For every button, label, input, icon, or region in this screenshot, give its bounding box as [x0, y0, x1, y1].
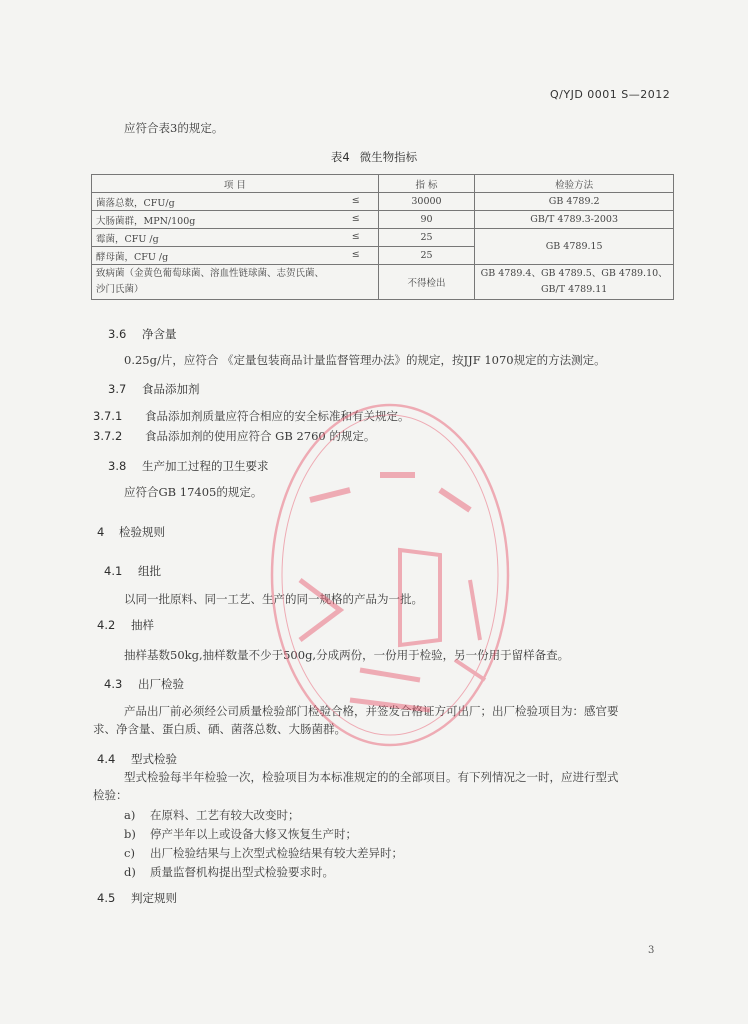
- list-marker: c): [124, 846, 135, 860]
- list-marker: a): [124, 808, 136, 822]
- section-title: 判定规则: [131, 891, 177, 905]
- item-label: 酵母菌，CFU /g: [96, 251, 169, 263]
- section-title: 型式检验: [131, 752, 177, 766]
- clause-text: 食品添加剂质量应符合相应的安全标准和有关规定。: [145, 409, 410, 423]
- section-title: 抽样: [131, 618, 154, 632]
- row-item: [92, 193, 379, 211]
- section-3-6-heading: [108, 326, 177, 342]
- section-4-3-heading: [104, 676, 184, 692]
- row-value: 90: [378, 211, 475, 229]
- section-4-5-heading: [97, 890, 177, 906]
- section-3-6-text: 0.25g/片，应符合 《定量包装商品计量监督管理办法》的规定，按JJF 1070规定的方法测定。: [124, 353, 606, 367]
- section-number: 3.7.2: [93, 429, 123, 443]
- intro-line: 应符合表3的规定。: [124, 121, 224, 135]
- row-value: 不得检出: [378, 265, 475, 300]
- table-row: [92, 193, 674, 211]
- section-4-2-text: 抽样基数50kg,抽样数量不少于500g,分成两份，一份用于检验，另一份用于留样备查。: [124, 648, 570, 662]
- header-item: 项 目: [92, 175, 379, 193]
- section-number: 4.2: [97, 618, 116, 632]
- table-caption: [0, 149, 748, 165]
- item-label: 霉菌，CFU /g: [96, 233, 159, 245]
- section-number: 4.1: [104, 564, 123, 578]
- section-number: 3.8: [108, 459, 127, 473]
- section-3-8-text: 应符合GB 17405的规定。: [124, 485, 263, 499]
- row-method: [475, 265, 674, 300]
- list-item: [124, 864, 334, 880]
- method-line1: GB 4789.4、GB 4789.5、GB 4789.10、: [480, 268, 668, 279]
- table-header-row: [92, 175, 674, 193]
- le-sign: ≤: [351, 231, 360, 242]
- section-4-1-text: 以同一批原料、同一工艺、生产的同一规格的产品为一批。: [124, 592, 423, 606]
- section-title: 出厂检验: [138, 677, 184, 691]
- row-value: 25: [378, 229, 475, 247]
- section-number: 3.6: [108, 327, 127, 341]
- table-row: [92, 265, 674, 300]
- section-title: 净含量: [142, 327, 177, 341]
- header-method: 检验方法: [475, 175, 674, 193]
- section-4-4-text-line2: 检验：: [93, 788, 128, 802]
- table-caption-number: 表4: [330, 150, 350, 164]
- section-4-4-heading: [97, 751, 177, 767]
- section-title: 食品添加剂: [142, 382, 200, 396]
- row-method: GB 4789.15: [475, 229, 674, 265]
- section-title: 组批: [138, 564, 161, 578]
- row-item: [92, 247, 379, 265]
- le-sign: ≤: [351, 249, 360, 260]
- clause-text: 食品添加剂的使用应符合 GB 2760 的规定。: [145, 429, 376, 443]
- section-title: 生产加工过程的卫生要求: [142, 459, 269, 473]
- table-row: [92, 229, 674, 247]
- list-marker: b): [124, 827, 136, 841]
- section-number: 4: [97, 525, 105, 539]
- microbiology-table: [91, 174, 674, 300]
- section-3-7-heading: [108, 381, 200, 397]
- list-marker: d): [124, 865, 136, 879]
- section-title: 检验规则: [119, 525, 165, 539]
- row-value: 25: [378, 247, 475, 265]
- header-value: 指 标: [378, 175, 475, 193]
- list-item: [124, 807, 300, 823]
- le-sign: ≤: [351, 195, 360, 206]
- list-text: 质量监督机构提出型式检验要求时。: [150, 865, 334, 879]
- section-4-4-text-line1: 型式检验每半年检验一次，检验项目为本标准规定的的全部项目。有下列情况之一时，应进行型式: [124, 770, 619, 784]
- section-number: 3.7: [108, 382, 127, 396]
- list-text: 出厂检验结果与上次型式检验结果有较大差异时；: [150, 846, 403, 860]
- section-number: 4.3: [104, 677, 123, 691]
- list-item: [124, 845, 403, 861]
- page-number: 3: [648, 945, 655, 956]
- table-caption-title: 微生物指标: [359, 150, 418, 164]
- standard-code: Q/YJD 0001 S—2012: [550, 88, 671, 101]
- row-method: GB 4789.2: [475, 193, 674, 211]
- section-4-1-heading: [104, 563, 161, 579]
- table-row: [92, 211, 674, 229]
- item-label-line2: 沙门氏菌）: [96, 284, 144, 295]
- section-number: 4.5: [97, 891, 116, 905]
- le-sign: ≤: [351, 213, 360, 224]
- list-text: 停产半年以上或设备大修又恢复生产时；: [150, 827, 357, 841]
- section-number: 4.4: [97, 752, 116, 766]
- method-line2: GB/T 4789.11: [540, 284, 608, 295]
- row-item: [92, 265, 379, 300]
- row-item: [92, 211, 379, 229]
- item-label: 菌落总数，CFU/g: [96, 197, 175, 209]
- list-text: 在原料、工艺有较大改变时；: [150, 808, 300, 822]
- section-4-3-text-line1: 产品出厂前必须经公司质量检验部门检验合格，并签发合格证方可出厂；出厂检验项目为：感官要: [124, 704, 619, 718]
- item-label: 大肠菌群，MPN/100g: [96, 215, 196, 227]
- row-item: [92, 229, 379, 247]
- section-4-2-heading: [97, 617, 154, 633]
- item-label-line1: 致病菌（金黄色葡萄球菌、溶血性链球菌、志贺氏菌、: [96, 268, 325, 279]
- seal-stamp-icon: [240, 380, 540, 770]
- row-value: 30000: [378, 193, 475, 211]
- list-item: [124, 826, 357, 842]
- section-4-heading: [97, 524, 165, 540]
- section-number: 3.7.1: [93, 409, 123, 423]
- section-4-3-text-line2: 求、净含量、蛋白质、硒、菌落总数、大肠菌群。: [93, 722, 346, 736]
- row-method: GB/T 4789.3-2003: [475, 211, 674, 229]
